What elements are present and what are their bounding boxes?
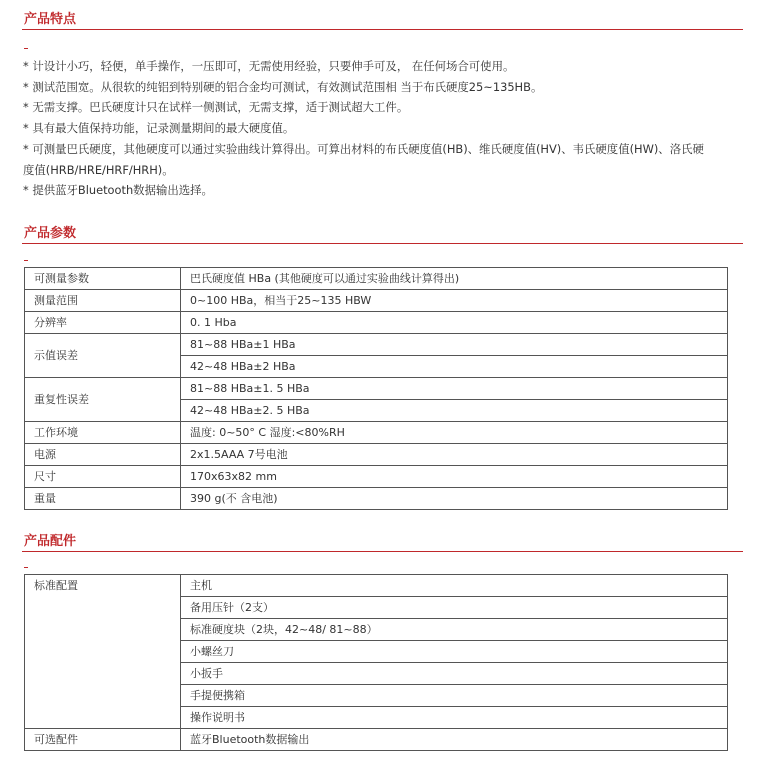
features-section-header bbox=[22, 11, 743, 30]
accessories-title: 产品配件 bbox=[24, 534, 77, 549]
table-row bbox=[25, 729, 728, 751]
feature-line: * 无需支撑。巴氏硬度计只在试样一侧测试，无需支撑，适于测试超大工件。 bbox=[23, 100, 409, 115]
row-label: 分辨率 bbox=[25, 312, 181, 334]
table-row bbox=[25, 334, 728, 356]
row-label: 测量范围 bbox=[25, 290, 181, 312]
feature-line: 度值(HRB/HRE/HRF/HRH)。 bbox=[23, 162, 174, 177]
row-value: 2x1.5AAA 7号电池 bbox=[181, 444, 728, 466]
row-label: 可测量参数 bbox=[25, 268, 181, 290]
table-row bbox=[25, 312, 728, 334]
row-label: 示值误差 bbox=[25, 334, 181, 378]
row-value: 巴氏硬度值 HBa (其他硬度可以通过实验曲线计算得出) bbox=[181, 268, 728, 290]
accessories-section-header bbox=[22, 533, 743, 552]
row-value: 蓝牙Bluetooth数据输出 bbox=[181, 729, 728, 751]
table-row bbox=[25, 268, 728, 290]
feature-line: * 具有最大值保持功能，记录测量期间的最大硬度值。 bbox=[23, 121, 295, 136]
row-label: 工作环境 bbox=[25, 422, 181, 444]
row-label: 可选配件 bbox=[25, 729, 181, 751]
params-title: 产品参数 bbox=[24, 226, 77, 241]
table-row bbox=[25, 575, 728, 597]
row-value: 0~100 HBa，相当于25~135 HBW bbox=[181, 290, 728, 312]
row-value: 操作说明书 bbox=[181, 707, 728, 729]
row-value: 手提便携箱 bbox=[181, 685, 728, 707]
features-marker bbox=[24, 48, 28, 49]
row-value: 81~88 HBa±1. 5 HBa bbox=[181, 378, 728, 400]
feature-line: * 提供蓝牙Bluetooth数据输出选择。 bbox=[23, 183, 213, 198]
params-table bbox=[24, 267, 728, 510]
table-row bbox=[25, 422, 728, 444]
features-list bbox=[23, 56, 743, 201]
table-row bbox=[25, 290, 728, 312]
row-label: 尺寸 bbox=[25, 466, 181, 488]
feature-line: * 测试范围宽。从很软的纯铝到特别硬的铝合金均可测试，有效测试范围相 当于布氏硬度25~135HB。 bbox=[23, 79, 543, 94]
row-label: 标准配置 bbox=[25, 575, 181, 729]
row-value: 170x63x82 mm bbox=[181, 466, 728, 488]
row-value: 42~48 HBa±2. 5 HBa bbox=[181, 400, 728, 422]
table-row bbox=[25, 378, 728, 400]
row-label: 重复性误差 bbox=[25, 378, 181, 422]
row-label: 电源 bbox=[25, 444, 181, 466]
row-value: 标准硬度块（2块，42~48/ 81~88） bbox=[181, 619, 728, 641]
accessories-table bbox=[24, 574, 728, 751]
row-value: 备用压针（2支） bbox=[181, 597, 728, 619]
row-value: 主机 bbox=[181, 575, 728, 597]
row-value: 81~88 HBa±1 HBa bbox=[181, 334, 728, 356]
table-row bbox=[25, 444, 728, 466]
feature-line: * 可测量巴氏硬度，其他硬度可以通过实验曲线计算得出。可算出材料的布氏硬度值(HB)、维氏硬度值(HV)、韦氏硬度值(HW)、洛氏硬 bbox=[23, 141, 704, 156]
accessories-marker bbox=[24, 567, 28, 568]
row-value: 小扳手 bbox=[181, 663, 728, 685]
row-value: 390 g(不 含电池) bbox=[181, 488, 728, 510]
row-value: 42~48 HBa±2 HBa bbox=[181, 356, 728, 378]
table-row bbox=[25, 488, 728, 510]
features-title: 产品特点 bbox=[24, 12, 77, 27]
row-value: 温度: 0~50° C 湿度:<80%RH bbox=[181, 422, 728, 444]
table-row bbox=[25, 466, 728, 488]
feature-line: * 计设计小巧，轻便，单手操作，一压即可，无需使用经验，只要伸手可及， 在任何场合可使用。 bbox=[23, 59, 515, 73]
params-section-header bbox=[22, 225, 743, 244]
row-value: 0. 1 Hba bbox=[181, 312, 728, 334]
row-label: 重量 bbox=[25, 488, 181, 510]
row-value: 小螺丝刀 bbox=[181, 641, 728, 663]
params-marker bbox=[24, 260, 28, 261]
